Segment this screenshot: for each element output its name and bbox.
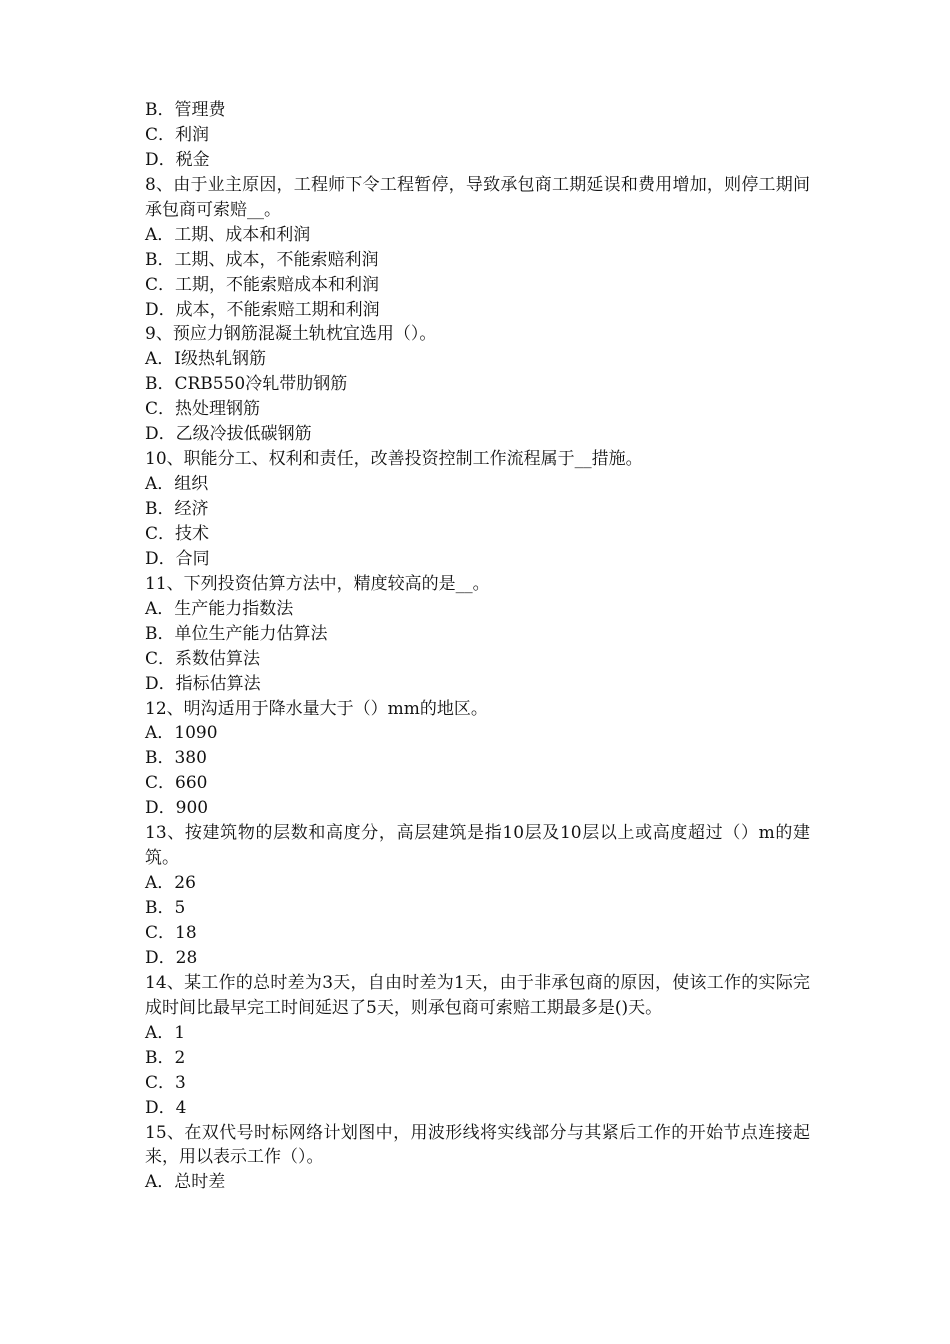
text-line: C．18	[145, 923, 197, 943]
text-line: D．乙级冷拔低碳钢筋	[145, 424, 312, 445]
text-line: 11、下列投资估算方法中，精度较高的是__。	[145, 573, 490, 594]
text-line: D．成本，不能索赔工期和利润	[145, 299, 380, 320]
text-line: D．指标估算法	[145, 673, 261, 694]
text-line: D．28	[145, 947, 198, 968]
text-line: C．利润	[145, 124, 210, 145]
text-line: D．900	[145, 798, 209, 819]
text-line: C．3	[145, 1072, 186, 1093]
document-body	[145, 98, 810, 1195]
text-line: A．组织	[145, 474, 209, 495]
text-line: D．税金	[145, 149, 210, 170]
text-line: 10、职能分工、权利和责任，改善投资控制工作流程属于__措施。	[145, 449, 643, 470]
text-line: B．管理费	[145, 100, 226, 120]
text-line: 15、在双代号时标网络计划图中，用波形线将实线部分与其紧后工作的开始节点连接起来，用以表示工作（）。	[145, 1122, 810, 1168]
text-line: B．2	[145, 1047, 186, 1068]
text-line: 12、明沟适用于降水量大于（）mm的地区。	[145, 698, 488, 719]
text-line: D．4	[145, 1097, 187, 1118]
text-line: A．1090	[145, 723, 218, 744]
text-line: B．CRB550冷轧带肋钢筋	[145, 374, 348, 395]
text-line: A．总时差	[145, 1172, 226, 1193]
text-line: 8、由于业主原因，工程师下令工程暂停，导致承包商工期延误和费用增加，则停工期间承包商可索赔__。	[145, 174, 810, 220]
text-line: B．工期、成本，不能索赔利润	[145, 249, 379, 270]
text-line: C．技术	[145, 523, 210, 544]
text-line: A．1	[145, 1022, 186, 1043]
text-line: B．经济	[145, 499, 209, 520]
text-line: B．单位生产能力估算法	[145, 623, 328, 644]
text-line: C．热处理钢筋	[145, 399, 261, 420]
text-line: C．系数估算法	[145, 648, 261, 669]
text-line: 13、按建筑物的层数和高度分，高层建筑是指10层及10层以上或高度超过（）m的建筑。	[145, 823, 810, 869]
text-line: A．工期、成本和利润	[145, 224, 311, 245]
text-line: B．5	[145, 898, 186, 919]
text-line: D．合同	[145, 548, 210, 569]
text-line: A．Ⅰ级热轧钢筋	[145, 349, 266, 370]
text-line: 14、某工作的总时差为3天，自由时差为1天，由于非承包商的原因，使该工作的实际完成时间比最早完工时间延迟了5天，则承包商可索赔工期最多是()天。	[145, 972, 810, 1018]
text-line: C．工期，不能索赔成本和利润	[145, 274, 380, 295]
text-line: A．26	[145, 873, 196, 894]
text-line: C．660	[145, 773, 208, 794]
text-line: B．380	[145, 748, 207, 769]
text-line: A．生产能力指数法	[145, 598, 294, 619]
text-line: 9、预应力钢筋混凝土轨枕宜选用（）。	[145, 324, 437, 345]
